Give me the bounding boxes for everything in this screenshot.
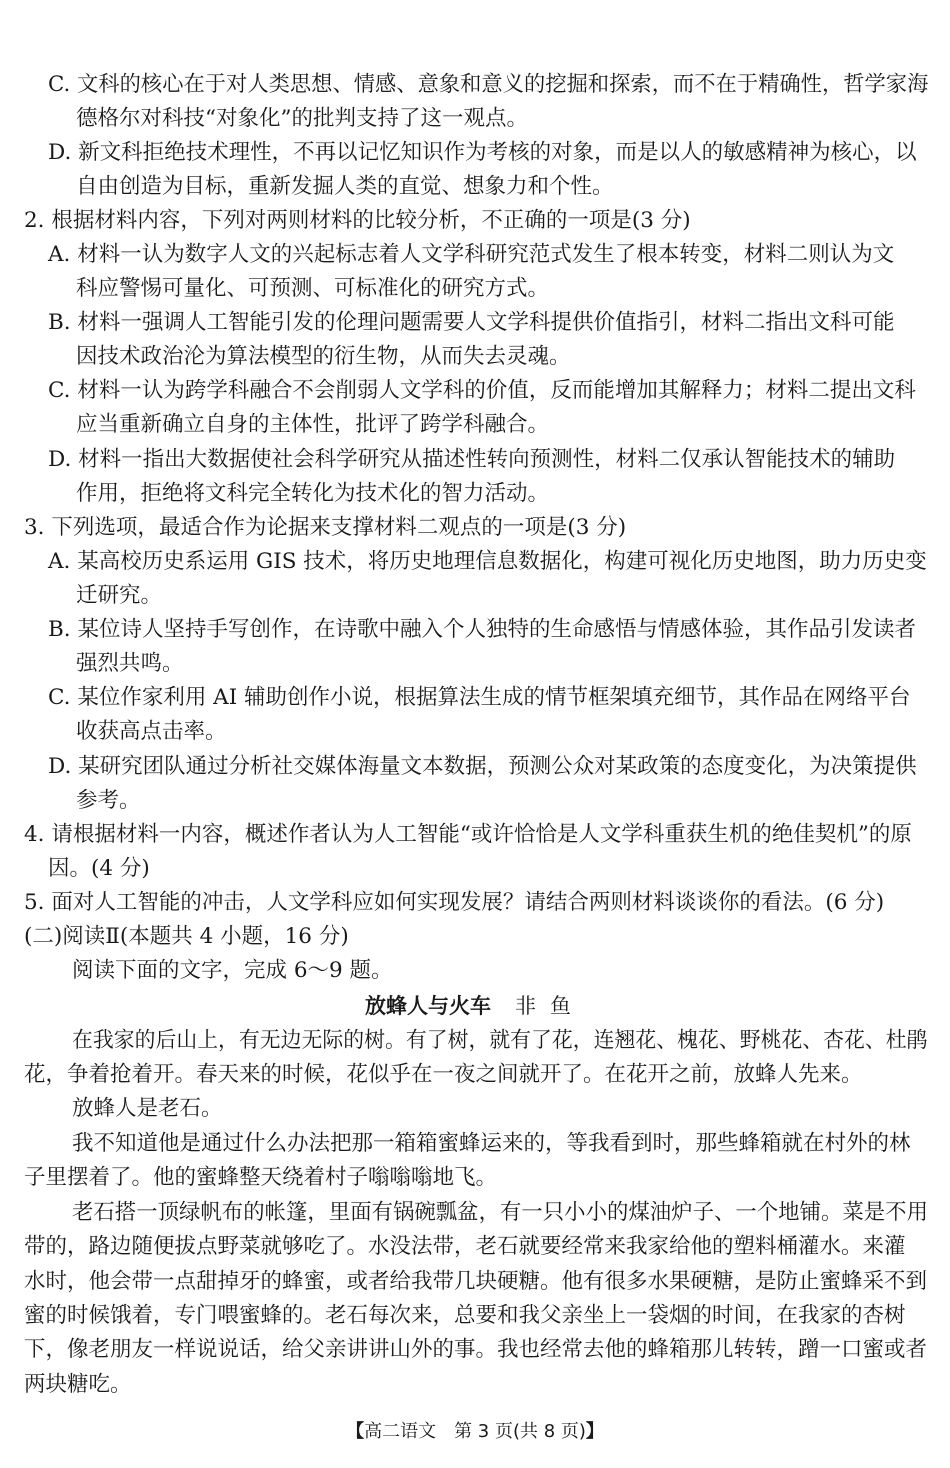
- article-title: 放蜂人与火车: [365, 994, 491, 1018]
- footer-page-info: 高二语文 第 3 页(共 8 页): [364, 1421, 586, 1442]
- q1-option-c-line2: 德格尔对科技“对象化”的批判支持了这一观点。: [76, 106, 528, 131]
- article-title-line: [0, 991, 950, 1021]
- article-p3-line1: 我不知道他是通过什么办法把那一箱箱蜜蜂运来的，等我看到时，那些蜂箱就在村外的林: [72, 1131, 911, 1156]
- q3-option-c-line2: 收获高点击率。: [76, 719, 227, 744]
- q2-stem: 2. 根据材料内容，下列对两则材料的比较分析，不正确的一项是(3 分): [24, 208, 691, 233]
- q2-option-d-line1: D. 材料一指出大数据使社会科学研究从描述性转向预测性，材料二仅承认智能技术的辅助: [48, 447, 896, 472]
- footer-bracket-close: 】: [585, 1421, 604, 1442]
- q2-option-b-line1: B. 材料一强调人工智能引发的伦理问题需要人文学科提供价值指引，材料二指出文科可能: [48, 310, 895, 335]
- q1-option-c-line1: C. 文科的核心在于对人类思想、情感、意象和意义的挖掘和探索，而不在于精确性，哲学家海: [48, 72, 929, 97]
- article-p4-line3: 水时，他会带一点甜掉牙的蜂蜜，或者给我带几块硬糖。他有很多水果硬糖，是防止蜜蜂采不到: [24, 1269, 928, 1294]
- article-p4-line5: 下，像老朋友一样说说话，给父亲讲讲山外的事。我也经常去他的蜂箱那儿转转，蹭一口蜜或者: [24, 1337, 928, 1362]
- q2-option-c-line1: C. 材料一认为跨学科融合不会削弱人文学科的价值，反而能增加其解释力；材料二提出文科: [48, 378, 916, 403]
- q3-option-d-line1: D. 某研究团队通过分析社交媒体海量文本数据，预测公众对某政策的态度变化，为决策提供: [48, 754, 917, 779]
- q1-option-d-line1: D. 新文科拒绝技术理性，不再以记忆知识作为考核的对象，而是以人的敏感精神为核心，以: [48, 140, 917, 165]
- article-p3-line2: 子里摆着了。他的蜜蜂整天绕着村子嗡嗡嗡地飞。: [24, 1165, 498, 1190]
- q3-stem: 3. 下列选项，最适合作为论据来支撑材料二观点的一项是(3 分): [24, 515, 627, 540]
- article-p4-line2: 带的，路边随便拔点野菜就够吃了。水没法带，老石就要经常来我家给他的塑料桶灌水。来灌: [24, 1234, 906, 1259]
- article-p1-line1: 在我家的后山上，有无边无际的树。有了树，就有了花，连翘花、槐花、野桃花、杏花、杜鹃: [72, 1028, 928, 1053]
- q2-option-c-line2: 应当重新确立自身的主体性，批评了跨学科融合。: [76, 412, 550, 437]
- footer-bracket-open: 【: [346, 1421, 365, 1442]
- q5-line1: 5. 面对人工智能的冲击，人文学科应如何实现发展？请结合两则材料谈谈你的看法。(6 分): [24, 890, 885, 915]
- q3-option-b-line1: B. 某位诗人坚持手写创作，在诗歌中融入个人独特的生命感悟与情感体验，其作品引发读者: [48, 617, 916, 642]
- q3-option-d-line2: 参考。: [76, 788, 141, 813]
- article-author: 非鱼: [515, 994, 585, 1018]
- q3-option-b-line2: 强烈共鸣。: [76, 651, 184, 676]
- section2-instruction: 阅读下面的文字，完成 6～9 题。: [72, 958, 393, 983]
- article-p4-line4: 蜜的时候饿着，专门喂蜜蜂的。老石每次来，总要和我父亲坐上一袋烟的时间，在我家的杏树: [24, 1303, 906, 1328]
- q1-option-d-line2: 自由创造为目标，重新发掘人类的直觉、想象力和个性。: [76, 174, 614, 199]
- article-p1-line2: 花，争着抢着开。春天来的时候，花似乎在一夜之间就开了。在花开之前，放蜂人先来。: [24, 1062, 863, 1087]
- q4-line2: 因。(4 分): [48, 856, 150, 881]
- q2-option-a-line1: A. 材料一认为数字人文的兴起标志着人文学科研究范式发生了根本转变，材料二则认为文: [48, 242, 895, 267]
- q2-option-d-line2: 作用，拒绝将文科完全转化为技术化的智力活动。: [76, 481, 550, 506]
- q4-line1: 4. 请根据材料一内容，概述作者认为人工智能“或许恰恰是人文学科重获生机的绝佳契机”的原: [24, 822, 912, 847]
- q3-option-a-line1: A. 某高校历史系运用 GIS 技术，将历史地理信息数据化，构建可视化历史地图，助力历史变: [48, 549, 927, 574]
- article-p2-line1: 放蜂人是老石。: [72, 1096, 223, 1121]
- page-footer: [0, 1419, 950, 1445]
- article-p4-line1: 老石搭一顶绿帆布的帐篷，里面有锅碗瓢盆，有一只小小的煤油炉子、一个地铺。菜是不用: [72, 1200, 928, 1225]
- article-p4-line6: 两块糖吃。: [24, 1372, 132, 1397]
- q3-option-c-line1: C. 某位作家利用 AI 辅助创作小说，根据算法生成的情节框架填充细节，其作品在网络平台: [48, 685, 911, 710]
- section2-heading: (二)阅读Ⅱ(本题共 4 小题，16 分): [24, 924, 349, 949]
- q3-option-a-line2: 迁研究。: [76, 583, 163, 608]
- q2-option-a-line2: 科应警惕可量化、可预测、可标准化的研究方式。: [76, 276, 550, 301]
- q2-option-b-line2: 因技术政治沦为算法模型的衍生物，从而失去灵魂。: [76, 344, 571, 369]
